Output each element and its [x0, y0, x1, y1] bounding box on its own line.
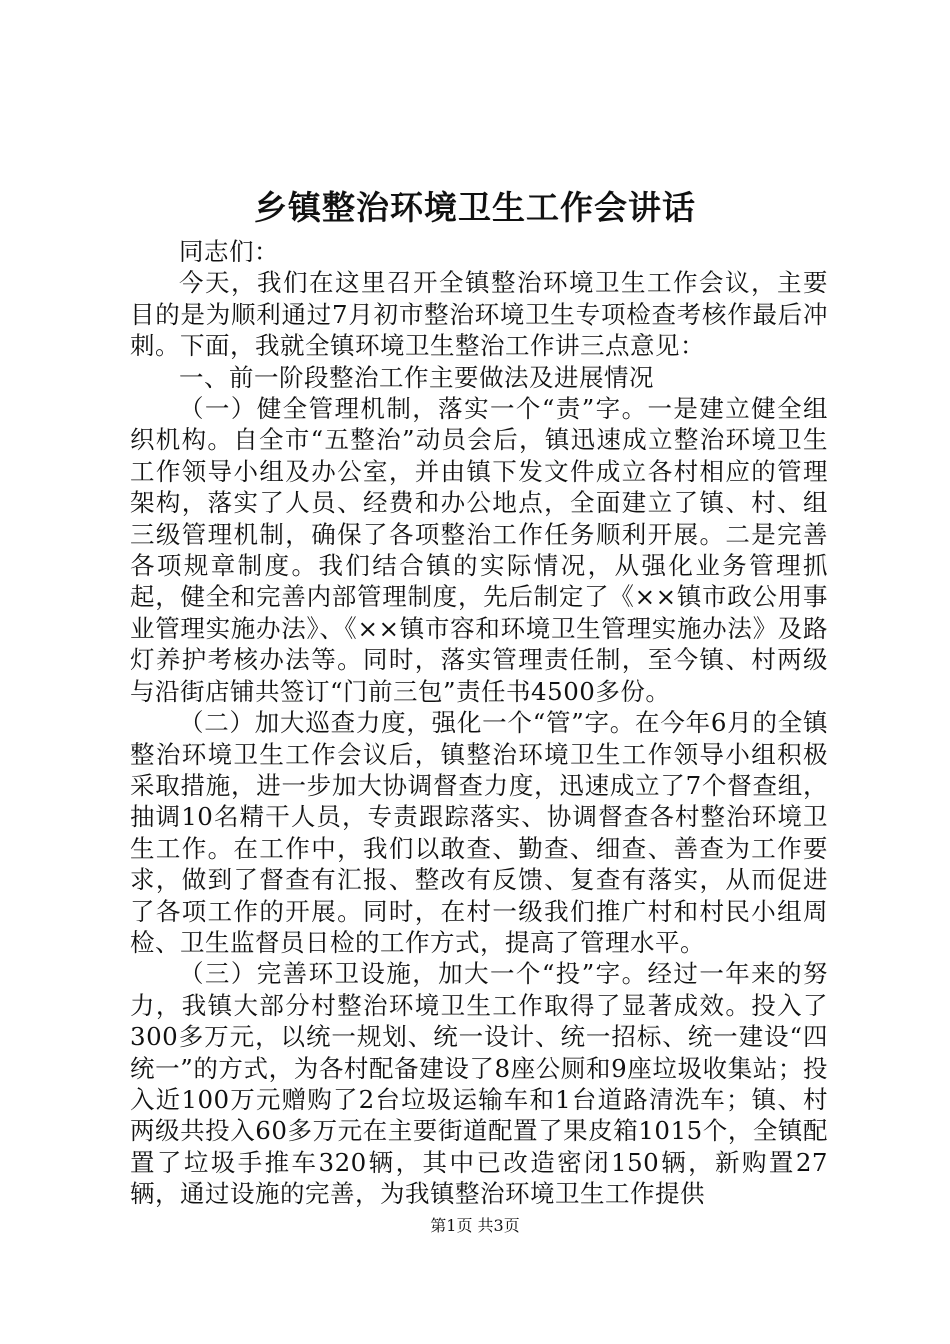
- paragraph-intro: 今天，我们在这里召开全镇整治环境卫生工作会议，主要目的是为顺利通过7月初市整治环境卫生专项检查考核作最后冲刺。下面，我就全镇环境卫生整治工作讲三点意见：: [130, 268, 828, 361]
- document-title: 乡镇整治环境卫生工作会讲话: [254, 188, 696, 227]
- salutation: 同志们：: [179, 237, 279, 266]
- document-body: [130, 236, 828, 1210]
- section-heading-1: 一、前一阶段整治工作主要做法及进展情况: [179, 362, 654, 392]
- paragraph-inspection: （二）加大巡查力度，强化一个“管”字。在今年6月的全镇整治环境卫生工作会议后，镇整治环境卫生工作领导小组积极采取措施，进一步加大协调督查力度，迅速成立了7个督查组，抽调10名精干人员，专责跟踪落实、协调督查各村整治环境卫生工作。在工作中，我们以敢查、勤查、细查、善查为工作要求，做到了督查有汇报、整改有反馈、复查有落实，从而促进了各项工作的开展。同时，在村一级我们推广村和村民小组周检、卫生监督员日检的工作方式，提高了管理水平。: [130, 708, 828, 957]
- paragraph-facilities: （三）完善环卫设施，加大一个“投”字。经过一年来的努力，我镇大部分村整治环境卫生工作取得了显著成效。投入了300多万元，以统一规划、统一设计、统一招标、统一建设“四统一”的方式，为各村配备建设了8座公厕和9座垃圾收集站；投入近100万元赠购了2台垃圾运输车和1台道路清洗车；镇、村两级共投入60多万元在主要街道配置了果皮箱1015个，全镇配置了垃圾手推车320辆，其中已改造密闭150辆，新购置27辆，通过设施的完善，为我镇整治环境卫生工作提供: [130, 959, 828, 1209]
- paragraph-mechanism: （一）健全管理机制，落实一个“责”字。一是建立健全组织机构。自全市“五整治”动员会后，镇迅速成立整治环境卫生工作领导小组及办公室，并由镇下发文件成立各村相应的管理架构，落实了人员、经费和办公地点，全面建立了镇、村、组三级管理机制，确保了各项整治工作任务顺利开展。二是完善各项规章制度。我们结合镇的实际情况，从强化业务管理抓起，健全和完善内部管理制度，先后制定了《××镇市政公用事业管理实施办法》、《××镇市容和环境卫生管理实施办法》及路灯养护考核办法等。同时，落实管理责任制，至今镇、村两级与沿街店铺共签订“门前三包”责任书4500多份。: [130, 394, 828, 706]
- page-footer: 第1页 共3页: [430, 1216, 520, 1235]
